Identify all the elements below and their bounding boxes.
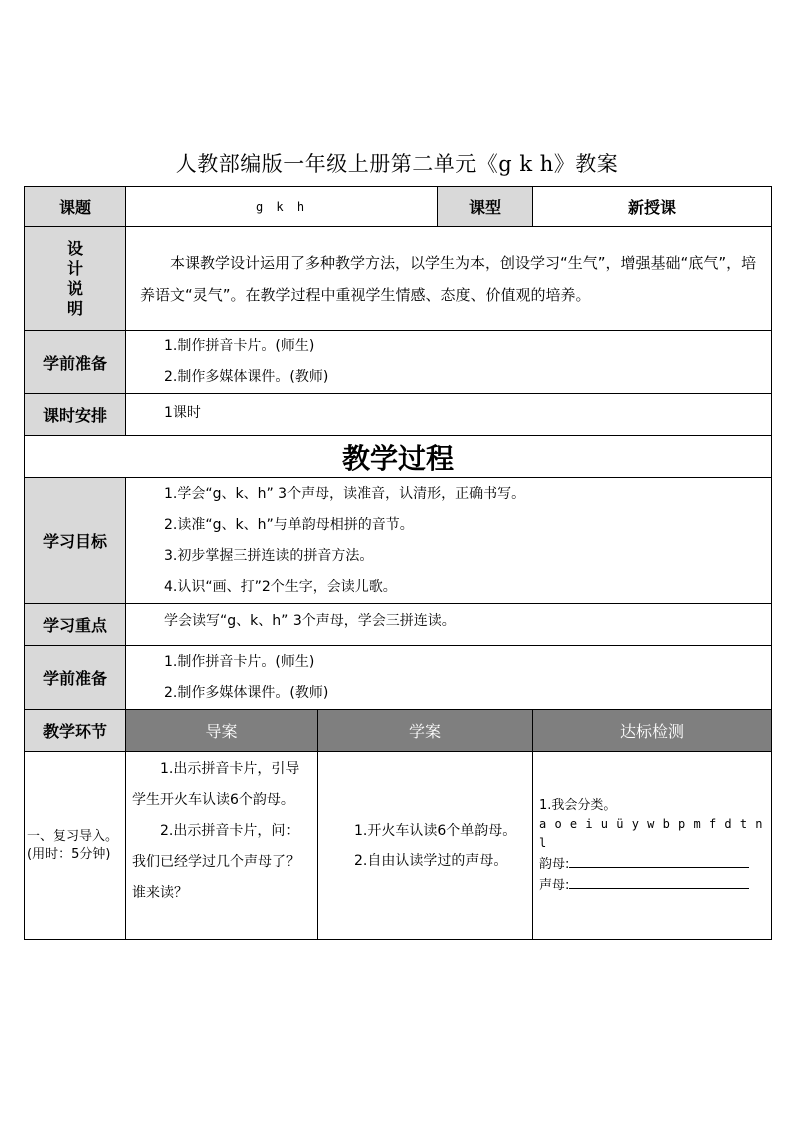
stage-header: 教学环节	[25, 710, 126, 752]
prep2-item: 1.制作拼音卡片。(师生)	[164, 653, 315, 670]
guide-item: 2.出示拼音卡片，问：我们已经学过几个声母了？谁来读？	[132, 823, 300, 901]
step1-row	[25, 752, 772, 940]
topic-value: g k h	[126, 187, 438, 227]
check-sheng-label: 声母:	[539, 878, 570, 893]
prep1-item: 2.制作多媒体课件。(教师)	[164, 369, 329, 385]
study-item: 1.开火车认读6个单韵母。	[354, 822, 517, 839]
goals-row	[25, 478, 772, 604]
check-yun-label: 韵母:	[539, 857, 570, 872]
step1-guide	[126, 752, 318, 940]
schedule-row	[25, 394, 772, 436]
type-label: 课型	[438, 187, 533, 227]
schedule-value: 1课时	[126, 394, 772, 436]
topic-label: 课题	[25, 187, 126, 227]
prep1-item: 1.制作拼音卡片。(师生)	[164, 338, 315, 354]
goals-cell	[126, 478, 772, 604]
prep1-row	[25, 331, 772, 394]
check-letters: a o e i u ü y w b p m f d t n l	[539, 817, 764, 850]
goal-item: 1.学会“g、k、h” 3个声母，读准音，认清形，正确书写。	[164, 485, 526, 502]
goal-item: 4.认识“画、打”2个生字，会读儿歌。	[164, 578, 397, 595]
prep2-label: 学前准备	[25, 646, 126, 710]
check-header: 达标检测	[533, 710, 772, 752]
study-header: 学案	[318, 710, 533, 752]
step1-study	[318, 752, 533, 940]
guide-header: 导案	[126, 710, 318, 752]
prep2-row	[25, 646, 772, 710]
prep2-cell	[126, 646, 772, 710]
goals-label: 学习目标	[25, 478, 126, 604]
lesson-plan-table	[24, 186, 772, 940]
design-row	[25, 227, 772, 331]
prep2-item: 2.制作多媒体课件。(教师)	[164, 684, 329, 701]
step1-check	[533, 752, 772, 940]
key-label: 学习重点	[25, 604, 126, 646]
design-text-cell	[126, 227, 772, 331]
sheng-blank[interactable]	[569, 874, 749, 889]
prep1-label: 学前准备	[25, 331, 126, 394]
process-title-row	[25, 436, 772, 478]
design-text: 本课教学设计运用了多种教学方法，以学生为本，创设学习“生气”，增强基础“底气”，培养语文“灵气”。在教学过程中重视学生情感、态度、价值观的培养。	[140, 253, 757, 304]
design-label: 设 计 说 明	[25, 227, 126, 331]
key-row	[25, 604, 772, 646]
topic-row	[25, 187, 772, 227]
study-item: 2.自由认读学过的声母。	[354, 852, 508, 869]
yun-blank[interactable]	[569, 853, 749, 868]
page-title: 人教部编版一年级上册第二单元《g k h》教案	[175, 152, 619, 176]
check-title: 1.我会分类。	[539, 798, 617, 813]
guide-item: 1.出示拼音卡片，引导学生开火车认读6个韵母。	[132, 761, 300, 808]
process-title: 教学过程	[25, 436, 772, 478]
prep1-cell	[126, 331, 772, 394]
goal-item: 3.初步掌握三拼连读的拼音方法。	[164, 547, 374, 564]
goal-item: 2.读准“g、k、h”与单韵母相拼的音节。	[164, 516, 414, 533]
stage-header-row	[25, 710, 772, 752]
type-value: 新授课	[533, 187, 772, 227]
schedule-label: 课时安排	[25, 394, 126, 436]
key-value: 学会读写“g、k、h” 3个声母，学会三拼连读。	[126, 604, 772, 646]
step1-stage: 一、复习导入。(用时：5分钟)	[25, 752, 126, 940]
